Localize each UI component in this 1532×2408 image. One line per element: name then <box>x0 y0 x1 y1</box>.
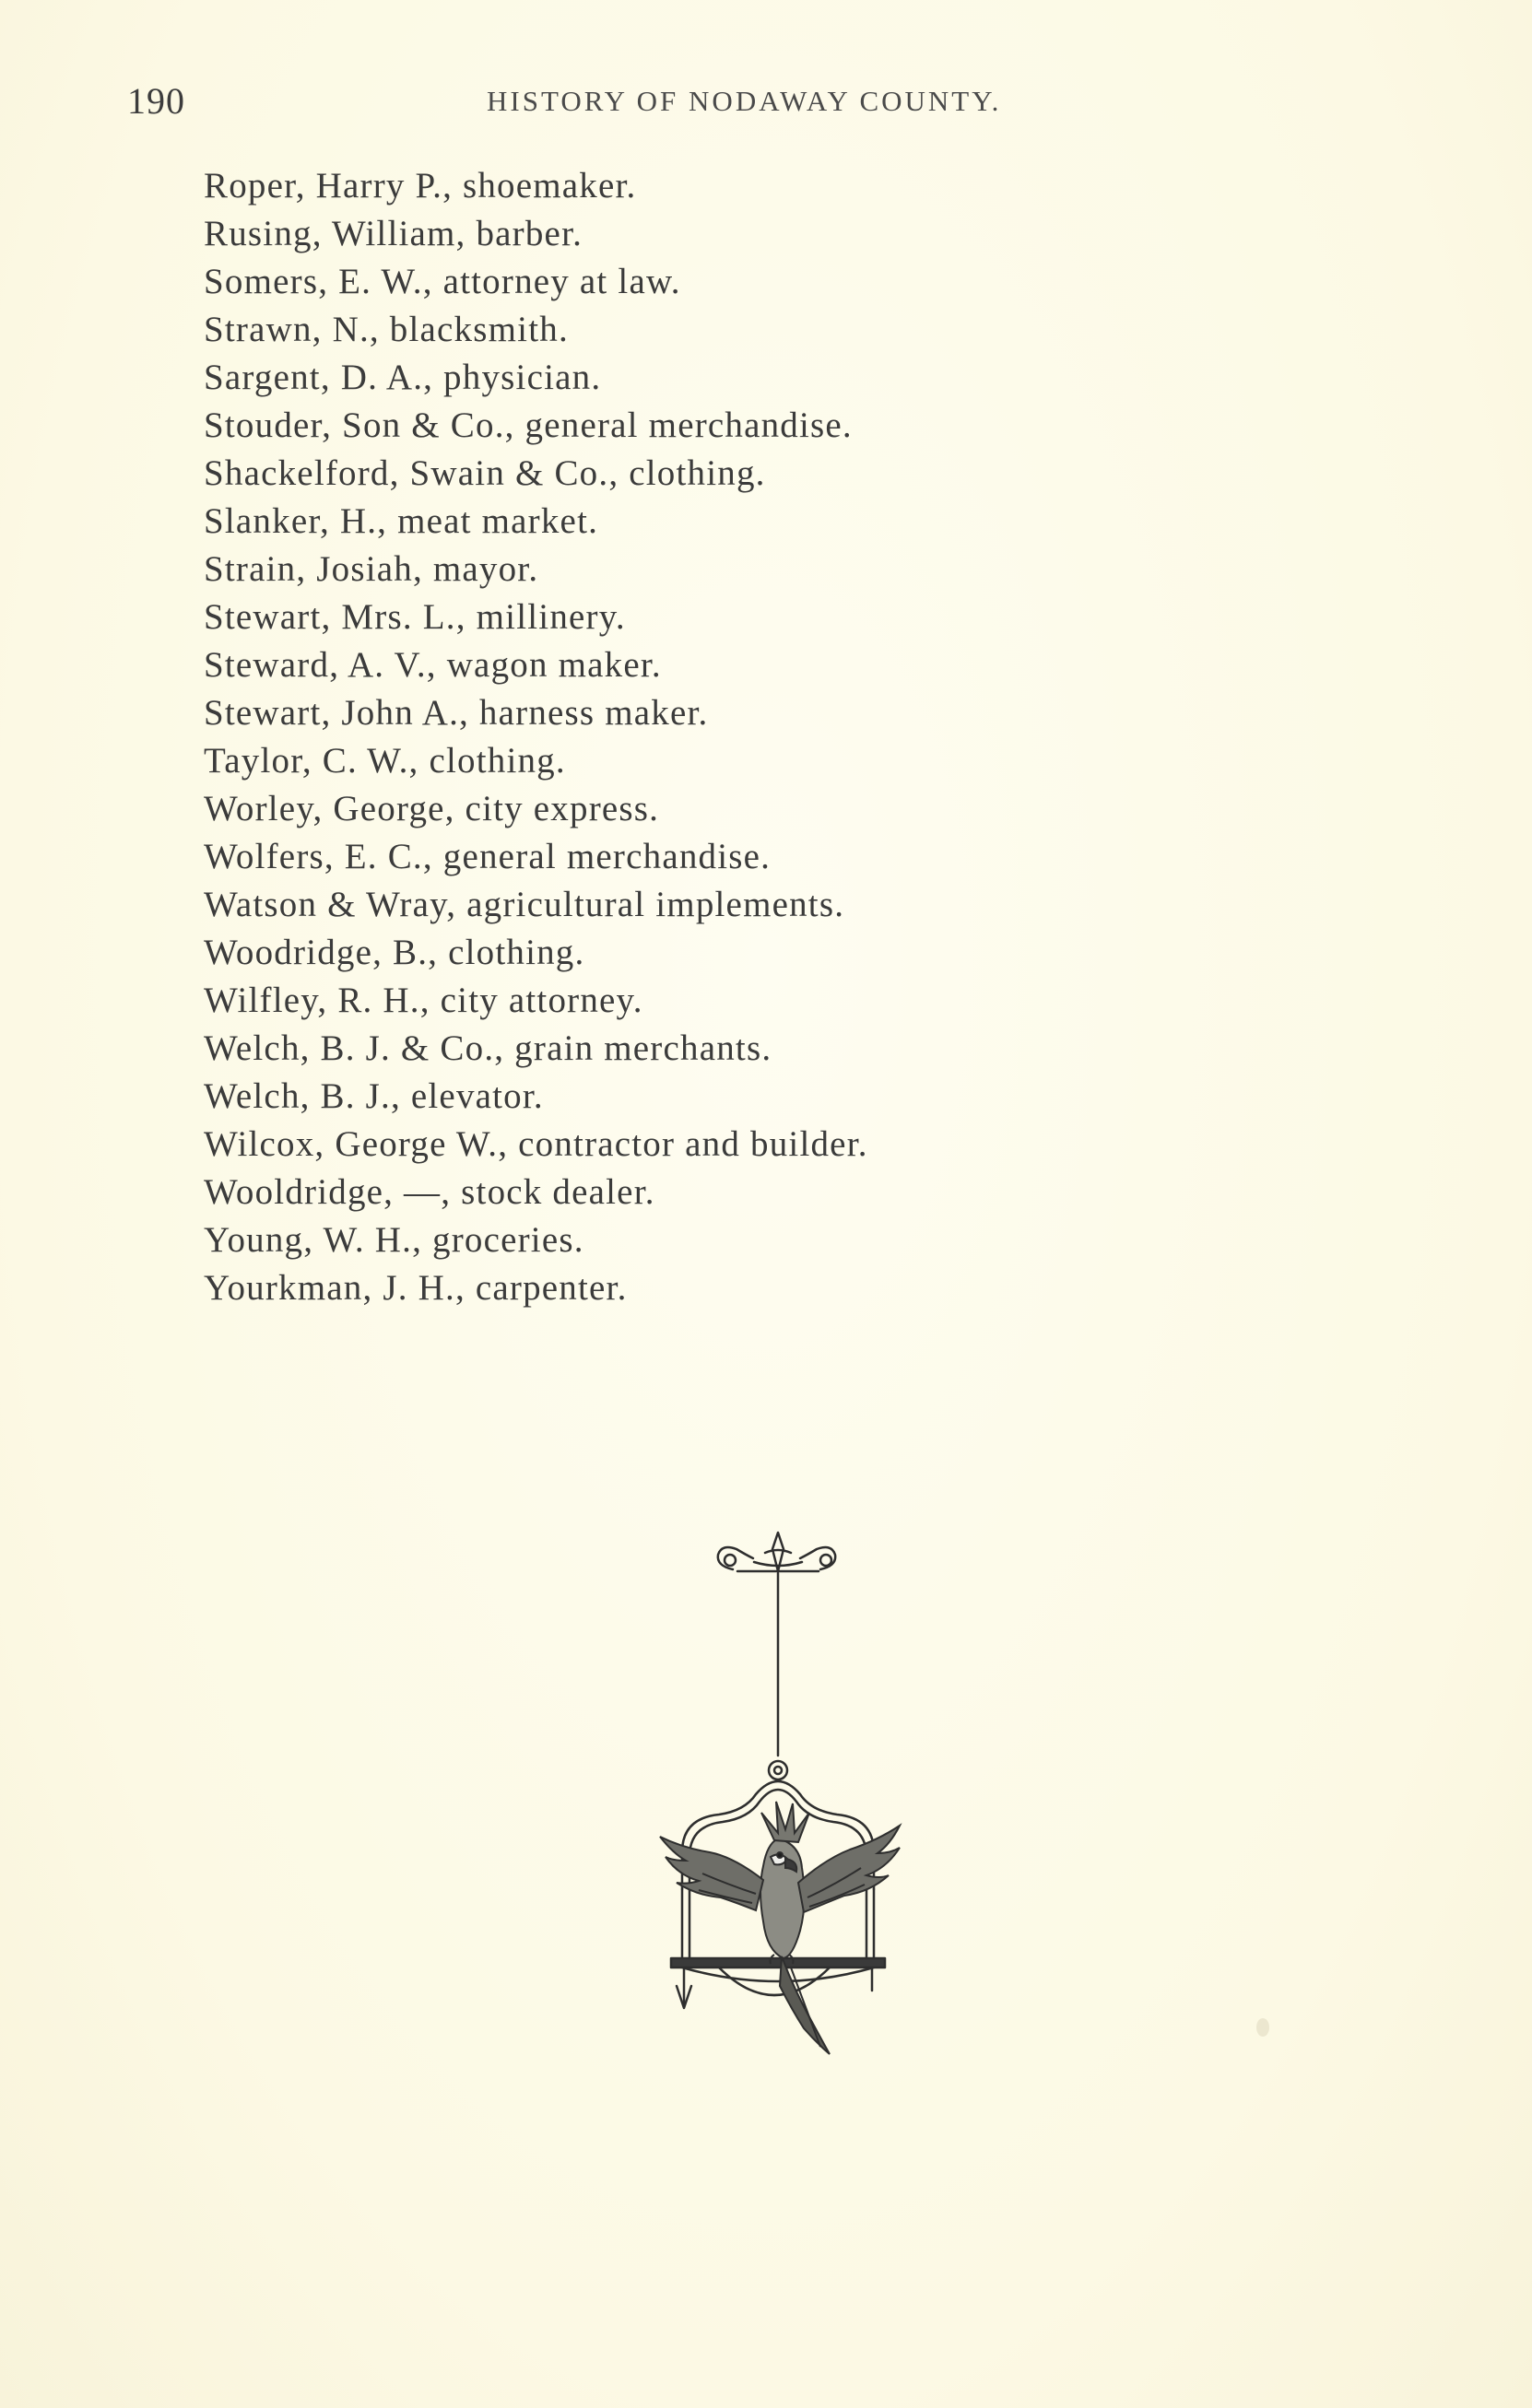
list-item: Slanker, H., meat market. <box>204 501 599 541</box>
list-item: Young, W. H., groceries. <box>204 1220 584 1260</box>
parrot-on-swing-icon <box>645 1525 913 2060</box>
list-item: Stouder, Son & Co., general merchandise. <box>204 405 853 445</box>
list-item: Steward, A. V., wagon maker. <box>204 645 662 685</box>
list-item: Woodridge, B., clothing. <box>204 933 585 972</box>
list-item: Wilcox, George W., contractor and builder. <box>204 1124 868 1164</box>
list-item: Stewart, Mrs. L., millinery. <box>204 597 626 637</box>
list-item: Wilfley, R. H., city attorney. <box>204 981 643 1020</box>
list-item: Wolfers, E. C., general merchandise. <box>204 837 772 876</box>
list-item: Stewart, John A., harness maker. <box>204 693 709 733</box>
paper-speck <box>1256 2018 1269 2037</box>
list-item: Welch, B. J. & Co., grain merchants. <box>204 1028 772 1068</box>
list-item: Roper, Harry P., shoemaker. <box>204 166 637 206</box>
list-item: Shackelford, Swain & Co., clothing. <box>204 453 766 493</box>
list-item: Welch, B. J., elevator. <box>204 1076 544 1116</box>
running-head <box>127 79 1104 123</box>
list-item: Somers, E. W., attorney at law. <box>204 262 681 301</box>
book-title: HISTORY OF NODAWAY COUNTY. <box>487 85 1002 117</box>
list-item: Strawn, N., blacksmith. <box>204 310 569 349</box>
list-item: Worley, George, city express. <box>204 789 660 828</box>
list-item: Watson & Wray, agricultural implements. <box>204 885 845 924</box>
page-number: 190 <box>127 80 185 122</box>
list-item: Strain, Josiah, mayor. <box>204 549 539 589</box>
list-item: Taylor, C. W., clothing. <box>204 741 566 781</box>
list-item: Yourkman, J. H., carpenter. <box>204 1268 628 1308</box>
list-item: Wooldridge, —, stock dealer. <box>204 1172 655 1212</box>
list-item: Sargent, D. A., physician. <box>204 358 602 397</box>
list-item: Rusing, William, barber. <box>204 214 583 253</box>
directory-list <box>204 162 1125 1312</box>
